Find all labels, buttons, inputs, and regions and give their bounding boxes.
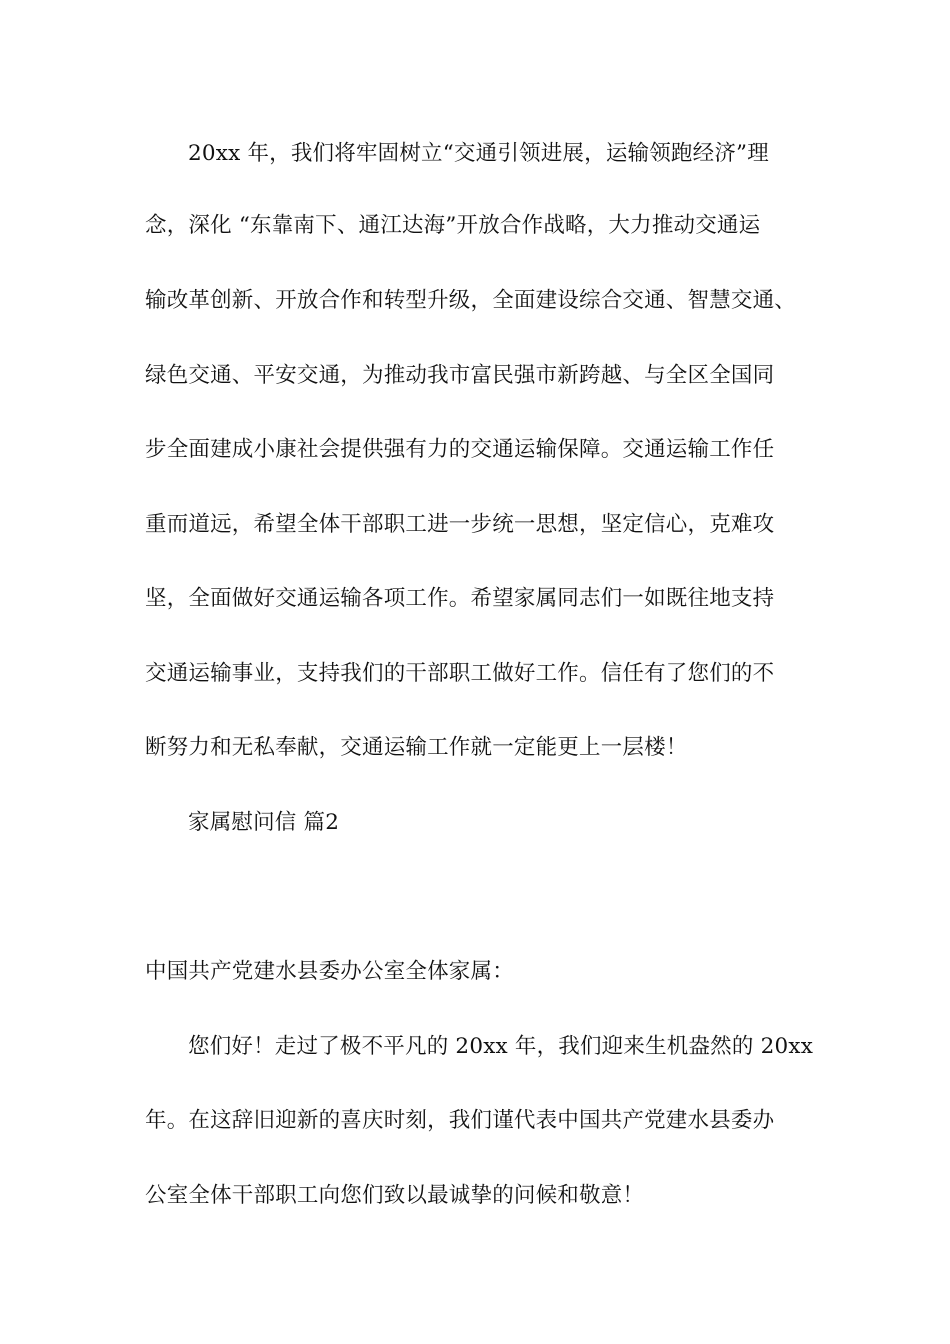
paragraph-2-line-2: 年。在这辞旧迎新的喜庆时刻，我们谨代表中国共产党建水县委办: [145, 1108, 775, 1133]
paragraph-1-line-9: 断努力和无私奉献，交通运输工作就一定能更上一层楼！: [145, 735, 688, 760]
paragraph-1-line-7: 坚，全面做好交通运输各项工作。希望家属同志们一如既往地支持: [145, 586, 775, 611]
section-heading: 家属慰问信 篇2: [188, 810, 340, 835]
paragraph-2-line-1: 您们好！走过了极不平凡的 20xx 年，我们迎来生机盎然的 20xx: [188, 1034, 814, 1059]
paragraph-1-line-1: 20xx 年，我们将牢固树立“交通引领进展，运输领跑经济”理: [188, 141, 769, 166]
paragraph-1-line-2: 念，深化 “东靠南下、通江达海”开放合作战略，大力推动交通运: [145, 213, 761, 238]
paragraph-1-line-6: 重而道远，希望全体干部职工进一步统一思想，坚定信心，克难攻: [145, 512, 775, 537]
paragraph-1-line-4: 绿色交通、平安交通，为推动我市富民强市新跨越、与全区全国同: [145, 363, 775, 388]
salutation: 中国共产党建水县委办公室全体家属：: [145, 959, 514, 984]
paragraph-2-line-3: 公室全体干部职工向您们致以最诚挚的问候和敬意！: [145, 1183, 645, 1208]
paragraph-1-line-5: 步全面建成小康社会提供强有力的交通运输保障。交通运输工作任: [145, 437, 775, 462]
paragraph-1-line-3: 输改革创新、开放合作和转型升级，全面建设综合交通、智慧交通、: [145, 288, 797, 313]
paragraph-1-line-8: 交通运输事业，支持我们的干部职工做好工作。信任有了您们的不: [145, 661, 775, 686]
